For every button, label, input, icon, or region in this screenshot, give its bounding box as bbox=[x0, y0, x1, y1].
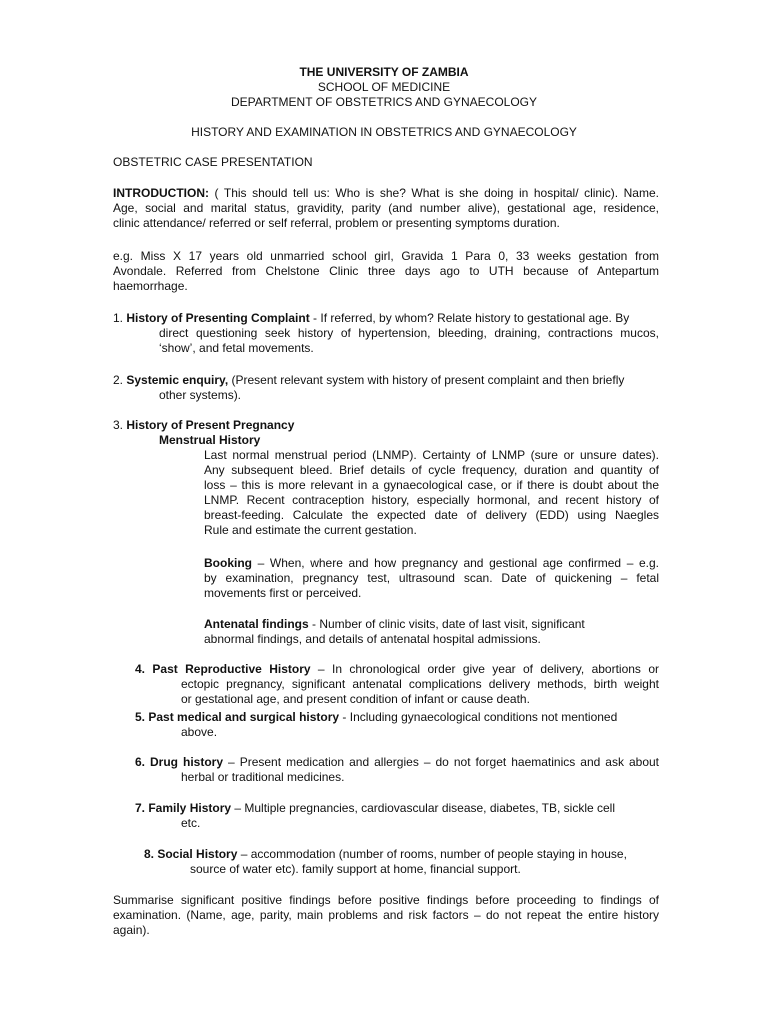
item-4-label: 4. Past Reproductive History bbox=[135, 662, 311, 676]
menstrual-line-6: Rule and estimate the current gestation. bbox=[204, 523, 417, 537]
item-6-line-1: 6. Drug history – Present medication and allergies – do not forget haematinics and ask about bbox=[135, 755, 659, 769]
booking-paragraph bbox=[204, 556, 659, 601]
item-drug-history bbox=[135, 755, 659, 785]
menstrual-line-1: Last normal menstrual period (LNMP). Certainty of LNMP (sure or unsure dates). bbox=[204, 448, 659, 462]
menstrual-line-4: LNMP. Recent contraception history, especially hormonal, and recent history of bbox=[204, 493, 659, 507]
item-8-line-2: source of water etc). family support at home, financial support. bbox=[190, 862, 521, 876]
antenatal-line-1: Antenatal findings - Number of clinic visits, date of last visit, significant bbox=[204, 617, 585, 631]
item-past-medical-history bbox=[135, 710, 659, 740]
section-title: OBSTETRIC CASE PRESENTATION bbox=[113, 155, 313, 169]
summary-paragraph bbox=[113, 893, 659, 938]
item-1-line-1: 1. History of Presenting Complaint - If referred, by whom? Relate history to gestational age. By bbox=[113, 311, 630, 325]
item-presenting-complaint bbox=[113, 311, 659, 356]
item-6-line-2: herbal or traditional medicines. bbox=[181, 770, 345, 784]
menstrual-line-2: Any subsequent bleed. Brief details of cycle frequency, duration and quantity of bbox=[204, 463, 659, 477]
introduction-paragraph bbox=[113, 186, 659, 231]
example-line-1: e.g. Miss X 17 years old unmarried school girl, Gravida 1 Para 0, 33 weeks gestation from bbox=[113, 249, 659, 263]
menstrual-line-3: loss – this is more relevant in a gynaecological case, or if there is doubt about the bbox=[204, 478, 659, 492]
antenatal-findings-paragraph bbox=[204, 617, 659, 647]
item-systemic-enquiry bbox=[113, 373, 659, 403]
summary-line-2: examination. (Name, age, parity, main problems and risk factors – do not repeat the entire history bbox=[113, 908, 659, 922]
example-line-3: haemorrhage. bbox=[113, 279, 188, 293]
intro-label: INTRODUCTION: bbox=[113, 186, 209, 200]
document-title: HISTORY AND EXAMINATION IN OBSTETRICS AND GYNAECOLOGY bbox=[191, 125, 577, 139]
item-2-line-2: other systems). bbox=[159, 388, 242, 402]
intro-line-2: Age, social and marital status, gravidity, parity (and number alive), gestational age, residence, bbox=[113, 201, 659, 215]
item-2-line-1: 2. Systemic enquiry, (Present relevant system with history of present complaint and then briefly bbox=[113, 373, 625, 387]
school-name: SCHOOL OF MEDICINE bbox=[317, 80, 451, 94]
item-8-label: 8. Social History bbox=[144, 847, 238, 861]
item-social-history bbox=[144, 847, 659, 877]
item-4-line-2: ectopic pregnancy, significant antenatal complications delivery methods, birth weight bbox=[181, 677, 659, 691]
example-line-2: Avondale. Referred from Chelstone Clinic three days ago to UTH because of Antepartum bbox=[113, 264, 659, 278]
item-5-label: 5. Past medical and surgical history bbox=[135, 710, 340, 724]
menstrual-history-paragraph bbox=[204, 448, 659, 538]
department-name: DEPARTMENT OF OBSTETRICS AND GYNAECOLOGY bbox=[230, 95, 538, 109]
item-7-line-1: 7. Family History – Multiple pregnancies, cardiovascular disease, diabetes, TB, sickle cell bbox=[135, 801, 616, 815]
menstrual-line-5: breast-feeding. Calculate the expected date of delivery (EDD) using Naegles bbox=[204, 508, 659, 522]
intro-line-3: clinic attendance/ referred or self referral, problem or presenting symptoms duration. bbox=[113, 216, 560, 230]
item-5-line-1: 5. Past medical and surgical history - Including gynaecological conditions not mentioned bbox=[135, 710, 618, 724]
summary-line-3: again). bbox=[113, 923, 150, 937]
booking-line-2: by examination, pregnancy test, ultrasound scan. Date of quickening – fetal bbox=[204, 571, 659, 585]
item-1-line-3: ‘show’, and fetal movements. bbox=[159, 341, 314, 355]
university-name: THE UNIVERSITY OF ZAMBIA bbox=[299, 65, 469, 79]
item-3-label: History of Present Pregnancy bbox=[126, 418, 295, 432]
item-6-label: 6. Drug history bbox=[135, 755, 224, 769]
item-7-label: 7. Family History bbox=[135, 801, 232, 815]
item-3-line-1: 3. History of Present Pregnancy bbox=[113, 418, 295, 432]
item-past-reproductive-history bbox=[135, 662, 659, 707]
item-2-label: Systemic enquiry, bbox=[126, 373, 229, 387]
antenatal-line-2: abnormal findings, and details of antenatal hospital admissions. bbox=[204, 632, 541, 646]
booking-line-3: movements first or perceived. bbox=[204, 586, 362, 600]
menstrual-history-heading: Menstrual History bbox=[159, 433, 261, 447]
summary-line-1: Summarise significant positive findings before positive findings before proceeding to findings of bbox=[113, 893, 659, 907]
item-7-line-2: etc. bbox=[181, 816, 201, 830]
booking-label: Booking bbox=[204, 556, 252, 570]
booking-line-1: Booking – When, where and how pregnancy and gestional age confirmed – e.g. bbox=[204, 556, 659, 570]
item-1-label: History of Presenting Complaint bbox=[126, 311, 310, 325]
item-4-line-1: 4. Past Reproductive History – In chronological order give year of delivery, abortions or bbox=[135, 662, 659, 676]
item-5-line-2: above. bbox=[181, 725, 218, 739]
example-paragraph bbox=[113, 249, 659, 294]
antenatal-label: Antenatal findings bbox=[204, 617, 309, 631]
item-family-history bbox=[135, 801, 659, 831]
item-present-pregnancy bbox=[113, 418, 659, 448]
intro-line-1: INTRODUCTION: ( This should tell us: Who is she? What is she doing in hospital/ clinic). Name. bbox=[113, 186, 659, 200]
item-8-line-1: 8. Social History – accommodation (number of rooms, number of people staying in house, bbox=[144, 847, 627, 861]
item-1-line-2: direct questioning seek history of hypertension, bleeding, draining, contractions mucos, bbox=[159, 326, 659, 340]
item-4-line-3: or gestational age, and present condition of infant or cause death. bbox=[181, 692, 530, 706]
